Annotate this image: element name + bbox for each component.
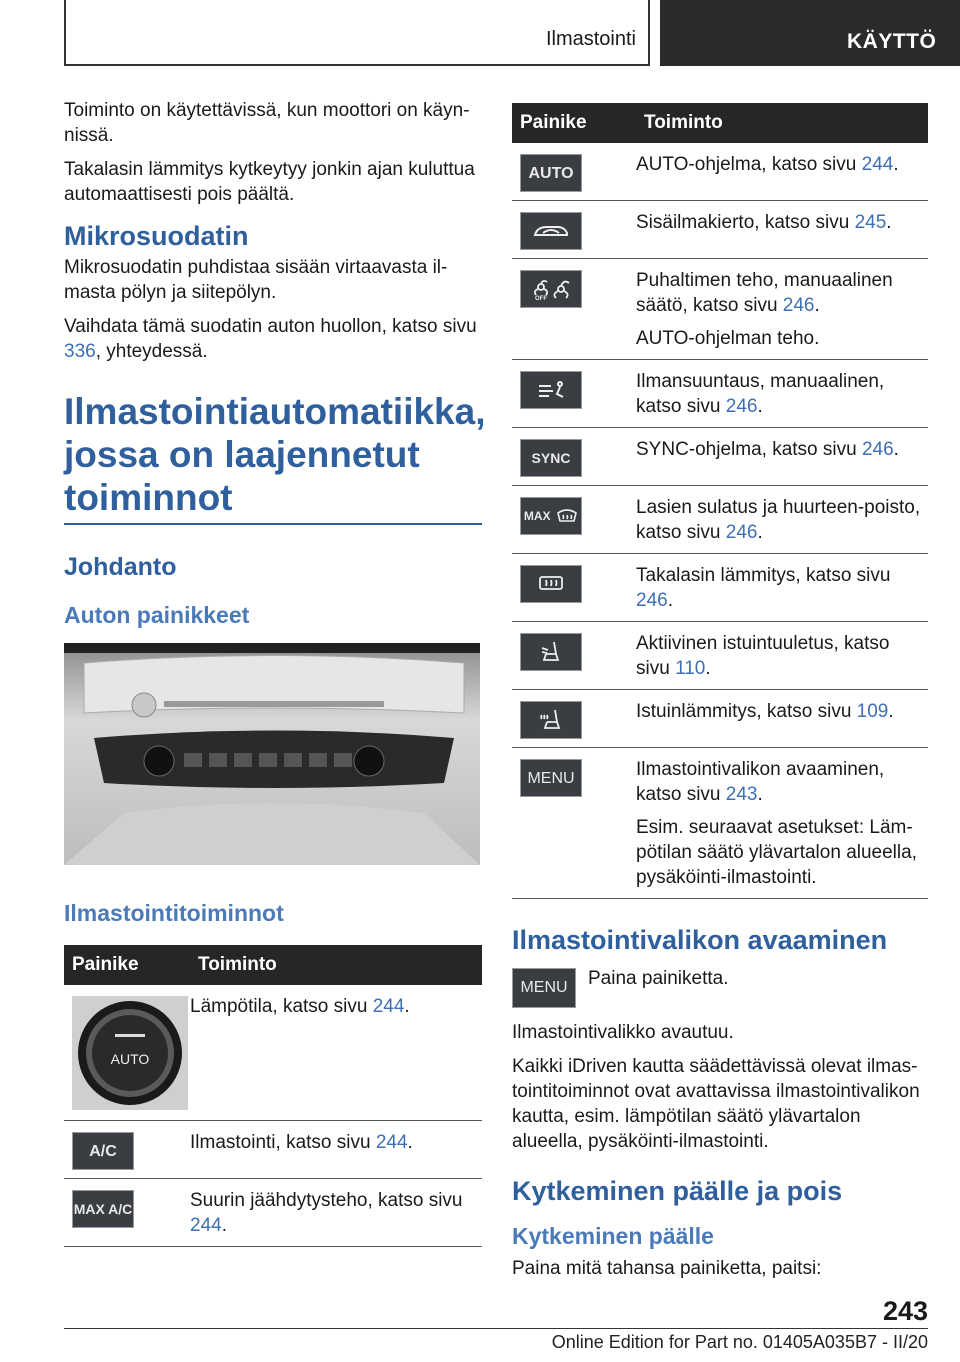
edition-note: Online Edition for Part no. 01405A035B7 - II/20 <box>551 1332 928 1352</box>
page-link[interactable]: 246 <box>725 396 758 417</box>
table-header-row <box>512 103 928 143</box>
control-panel-photo <box>64 643 480 865</box>
menu-extra-note: Esim. seuraavat asetukset: Läm-pötilan säätö ylävartalon alueella, pysäköinti-ilmastointi. <box>636 817 917 888</box>
intro-paragraph: Toiminto on käytettävissä, kun moottori on käyn-nissä. <box>64 100 470 146</box>
functions-table-right <box>512 103 928 899</box>
temperature-knob-icon <box>72 996 188 1110</box>
page-link[interactable]: 244 <box>190 1215 222 1236</box>
rear-defrost-icon <box>520 565 582 603</box>
microfilter-heading: Mikrosuodatin <box>64 221 249 251</box>
header-section-box <box>64 0 650 66</box>
table-row: A/C Ilmastointi, katso sivu 244. <box>64 1121 482 1179</box>
page-link[interactable]: 110 <box>675 658 706 679</box>
intro-heading: Johdanto <box>64 553 177 581</box>
table-row: Aktiivinen istuintuuletus, katso sivu 110. <box>512 622 928 690</box>
table-row: Sisäilmakierto, katso sivu 245. <box>512 201 928 259</box>
menu-opens-paragraph: Ilmastointivalikko avautuu. <box>512 1022 734 1043</box>
buttons-heading: Auton painikkeet <box>64 602 250 628</box>
switch-on-paragraph: Paina mitä tahansa painiketta, paitsi: <box>512 1258 822 1279</box>
column-header-function: Toiminto <box>188 945 482 985</box>
fan-icon <box>520 270 582 308</box>
auto-button-icon: AUTO <box>520 154 582 192</box>
max-ac-button-icon: MAX A/C <box>72 1190 134 1228</box>
right-column <box>512 103 928 1290</box>
rear-window-paragraph: Takalasin lämmitys kytkeytyy jonkin ajan kuluttua automaattisesti pois päältä. <box>64 159 475 205</box>
microfilter-service-paragraph: Vaihdata tämä suodatin auton huollon, katso sivu 336, yhteydessä. <box>64 316 477 362</box>
functions-heading: Ilmastointitoiminnot <box>64 900 284 926</box>
functions-table-left <box>64 945 482 1247</box>
press-button-text: Paina painiketta. <box>588 968 729 989</box>
menu-description-paragraph: Kaikki iDriven kautta säädettävissä olevat ilmas-tointitoiminnot ovat avattavissa ilmastointivalikon kautta, esim. lämpötilan säätö ylävartalon alueella, pysäköinti-ilmastointi. <box>512 1056 920 1152</box>
page-link[interactable]: 246 <box>861 439 894 460</box>
main-heading: Ilmastointiautomatiikka, jossa on laajennetut toiminnot <box>64 390 482 525</box>
seat-heating-icon <box>520 701 582 739</box>
table-header-row <box>64 945 482 985</box>
column-header-button: Painike <box>64 945 188 985</box>
left-column <box>64 98 486 1247</box>
switch-on-heading: Kytkeminen päälle <box>512 1223 714 1249</box>
table-row: Istuinlämmitys, katso sivu 109. <box>512 690 928 748</box>
page-link[interactable]: 244 <box>861 154 894 175</box>
chapter-title: KÄYTTÖ <box>660 0 960 66</box>
column-header-button: Painike <box>512 103 634 143</box>
table-row: MAX A/C Suurin jäähdytysteho, katso sivu 244. <box>64 1179 482 1247</box>
recirculation-icon <box>520 212 582 250</box>
page-link[interactable]: 244 <box>372 996 405 1017</box>
page-link[interactable]: 244 <box>375 1132 408 1153</box>
table-row: SYNC SYNC-ohjelma, katso sivu 246. <box>512 428 928 486</box>
svg-text:OFF: OFF <box>535 296 547 301</box>
onoff-heading: Kytkeminen päälle ja pois <box>512 1176 843 1206</box>
page-link[interactable]: 246 <box>725 522 758 543</box>
page-link[interactable]: 243 <box>725 784 758 805</box>
fan-extra-note: AUTO-ohjelman teho. <box>636 328 820 349</box>
page-link[interactable]: 246 <box>636 590 668 611</box>
table-row: AUTO Lämpötila, katso sivu 244. <box>64 985 482 1121</box>
table-row: Ilmansuuntaus, manuaalinen, katso sivu 246. <box>512 360 928 428</box>
max-defrost-label: MAX <box>523 508 551 523</box>
seat-ventilation-icon <box>520 633 582 671</box>
ac-button-icon: A/C <box>72 1132 134 1170</box>
microfilter-paragraph: Mikrosuodatin puhdistaa sisään virtaavasta il-masta pölyn ja siitepölyn. <box>64 257 448 303</box>
open-menu-heading: Ilmastointivalikon avaaminen <box>512 925 888 955</box>
page-number: 243 <box>882 1296 928 1326</box>
page-link[interactable]: 246 <box>782 295 815 316</box>
table-row: OFF Puhaltimen teho, manuaalinen säätö, katso sivu 246. AUTO-ohjelman teho. <box>512 259 928 360</box>
page-link[interactable]: 109 <box>856 701 889 722</box>
menu-instruction <box>512 968 928 1008</box>
menu-button-icon: MENU <box>520 759 582 797</box>
table-row: AUTO AUTO-ohjelma, katso sivu 244. <box>512 143 928 201</box>
table-row: Takalasin lämmitys, katso sivu 246. <box>512 554 928 622</box>
column-header-function: Toiminto <box>634 103 928 143</box>
page-link[interactable]: 336 <box>64 341 96 362</box>
table-row: MENU Ilmastointivalikon avaaminen, katso sivu 243. Esim. seuraavat asetukset: Läm-pötilan säätö ylävartalon alueella, pysäköinti-ilmastointi. <box>512 748 928 899</box>
air-distribution-icon <box>520 371 582 409</box>
max-defrost-icon <box>520 497 582 535</box>
footer-divider <box>64 1328 928 1329</box>
knob-label: AUTO <box>110 1051 150 1067</box>
page-link[interactable]: 245 <box>854 212 887 233</box>
menu-button-icon: MENU <box>512 968 576 1008</box>
table-row: MAX Lasien sulatus ja huurteen-poisto, katso sivu 246. <box>512 486 928 554</box>
sync-button-icon: SYNC <box>520 439 582 477</box>
section-title: Ilmastointi <box>545 28 636 50</box>
